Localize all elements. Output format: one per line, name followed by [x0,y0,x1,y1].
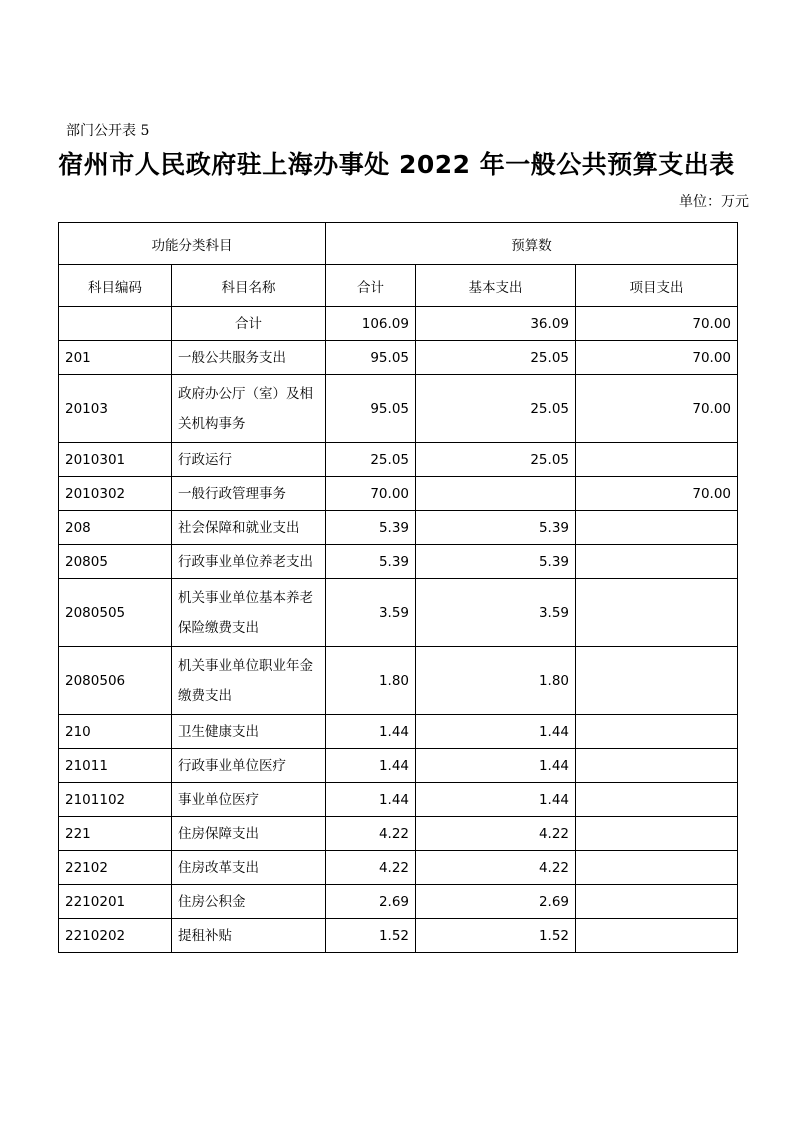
table-row [59,647,738,715]
cell-project: 70.00 [576,477,738,511]
cell-name: 政府办公厅（室）及相关机构事务 [172,375,326,443]
cell-total: 1.44 [326,783,416,817]
cell-code: 208 [59,511,172,545]
cell-name: 住房改革支出 [172,851,326,885]
cell-code: 2080505 [59,579,172,647]
table-row [59,885,738,919]
cell-basic: 1.80 [416,647,576,715]
table-row [59,375,738,443]
column-header-project: 项目支出 [576,265,738,307]
total-row [59,307,738,341]
table-row [59,341,738,375]
cell-name: 住房公积金 [172,885,326,919]
header-functional-classification: 功能分类科目 [59,223,326,265]
cell-total: 3.59 [326,579,416,647]
table-row [59,749,738,783]
cell-total: 1.52 [326,919,416,953]
header-budget-amount: 预算数 [326,223,738,265]
cell-project [576,817,738,851]
cell-total: 2.69 [326,885,416,919]
cell-project [576,647,738,715]
table-row [59,919,738,953]
cell-total: 95.05 [326,341,416,375]
cell-code: 2210202 [59,919,172,953]
cell-total: 1.44 [326,715,416,749]
cell-basic: 2.69 [416,885,576,919]
cell-basic: 25.05 [416,443,576,477]
group-header-row [59,223,738,265]
cell-project: 70.00 [576,375,738,443]
cell-project [576,851,738,885]
cell-basic: 4.22 [416,851,576,885]
cell-name: 一般行政管理事务 [172,477,326,511]
unit-label: 单位：万元 [679,194,749,210]
column-header-name: 科目名称 [172,265,326,307]
cell-code: 210 [59,715,172,749]
cell-code: 2010302 [59,477,172,511]
cell-basic: 1.44 [416,715,576,749]
cell-code: 2210201 [59,885,172,919]
cell-name: 住房保障支出 [172,817,326,851]
cell-project [576,919,738,953]
cell-basic: 3.59 [416,579,576,647]
cell-name: 机关事业单位基本养老保险缴费支出 [172,579,326,647]
table-row [59,579,738,647]
cell-name: 行政事业单位养老支出 [172,545,326,579]
cell-code [59,307,172,341]
cell-code: 201 [59,341,172,375]
table-row [59,851,738,885]
cell-name: 行政事业单位医疗 [172,749,326,783]
cell-total: 106.09 [326,307,416,341]
cell-project [576,715,738,749]
cell-basic: 25.05 [416,341,576,375]
cell-name: 提租补贴 [172,919,326,953]
table-row [59,783,738,817]
cell-name: 事业单位医疗 [172,783,326,817]
cell-total: 4.22 [326,851,416,885]
cell-project [576,443,738,477]
cell-basic: 1.44 [416,783,576,817]
cell-basic [416,477,576,511]
cell-name: 卫生健康支出 [172,715,326,749]
cell-name: 合计 [172,307,326,341]
cell-project [576,545,738,579]
cell-project: 70.00 [576,341,738,375]
cell-project: 70.00 [576,307,738,341]
cell-total: 1.80 [326,647,416,715]
column-header-code: 科目编码 [59,265,172,307]
document-title: 宿州市人民政府驻上海办事处 2022 年一般公共预算支出表 [58,150,735,179]
cell-code: 2101102 [59,783,172,817]
cell-code: 22102 [59,851,172,885]
table-row [59,477,738,511]
cell-name: 一般公共服务支出 [172,341,326,375]
cell-project [576,885,738,919]
table-row [59,545,738,579]
cell-total: 5.39 [326,545,416,579]
cell-total: 95.05 [326,375,416,443]
cell-project [576,511,738,545]
cell-project [576,579,738,647]
cell-code: 2010301 [59,443,172,477]
cell-basic: 5.39 [416,511,576,545]
cell-project [576,749,738,783]
cell-total: 25.05 [326,443,416,477]
cell-basic: 25.05 [416,375,576,443]
cell-total: 1.44 [326,749,416,783]
cell-basic: 4.22 [416,817,576,851]
cell-basic: 5.39 [416,545,576,579]
cell-total: 4.22 [326,817,416,851]
budget-table [58,222,738,953]
cell-name: 社会保障和就业支出 [172,511,326,545]
column-header-total: 合计 [326,265,416,307]
table-row [59,817,738,851]
cell-code: 21011 [59,749,172,783]
cell-total: 5.39 [326,511,416,545]
cell-basic: 1.52 [416,919,576,953]
table-row [59,511,738,545]
table-row [59,443,738,477]
cell-basic: 36.09 [416,307,576,341]
column-header-row [59,265,738,307]
cell-name: 机关事业单位职业年金缴费支出 [172,647,326,715]
column-header-basic: 基本支出 [416,265,576,307]
table-row [59,715,738,749]
cell-code: 221 [59,817,172,851]
cell-basic: 1.44 [416,749,576,783]
cell-code: 2080506 [59,647,172,715]
cell-project [576,783,738,817]
cell-code: 20103 [59,375,172,443]
cell-code: 20805 [59,545,172,579]
cell-name: 行政运行 [172,443,326,477]
document-label: 部门公开表 5 [66,123,150,139]
cell-total: 70.00 [326,477,416,511]
